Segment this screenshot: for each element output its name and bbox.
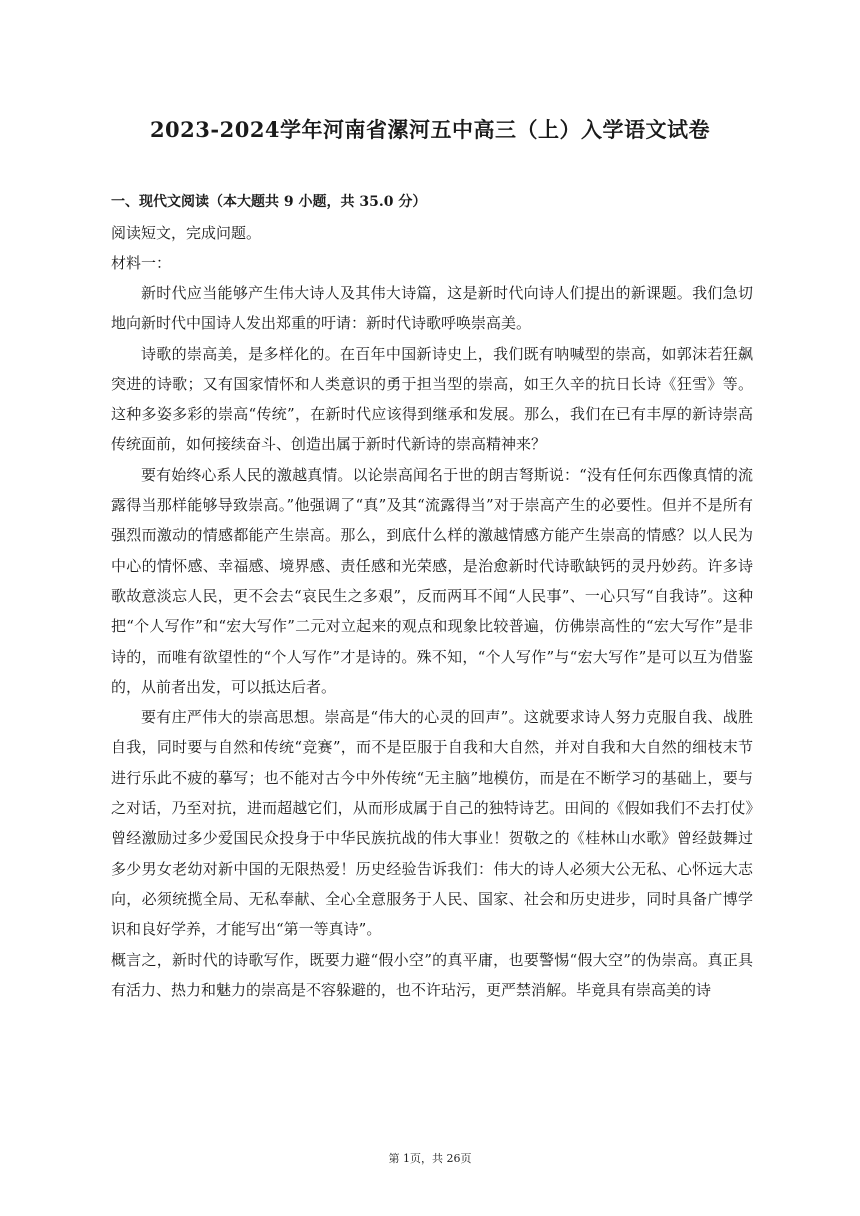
page-number: 第 1页，共 26页 <box>388 1152 472 1165</box>
paragraph: 诗歌的崇高美，是多样化的。在百年中国新诗史上，我们既有呐喊型的崇高，如郭沫若狂飙突进的诗歌；又有国家情怀和人类意识的勇于担当型的崇高，如王久辛的抗日长诗《狂雪》等。这种多姿多彩的崇高“传统”，在新时代应该得到继承和发展。那么，我们在已有丰厚的新诗崇高传统面前，如何接续奋斗、创造出属于新时代新诗的崇高精神来？ <box>111 344 753 454</box>
paragraph: 要有始终心系人民的激越真情。以论崇高闻名于世的朗吉弩斯说：“没有任何东西像真情的流露得当那样能够导致崇高。”他强调了“真”及其“流露得当”对于崇高产生的必要性。但并不是所有强烈而激动的情感都能产生崇高。那么，到底什么样的激越情感方能产生崇高的情感？以人民为中心的情怀感、幸福感、境界感、责任感和光荣感，是治愈新时代诗歌缺钙的灵丹妙药。许多诗歌故意淡忘人民，更不会去“哀民生之多艰”，反而两耳不闻“人民事”、一心只写“自我诗”。这种把“个人写作”和“宏大写作”二元对立起来的观点和现象比较普遍，仿佛崇高性的“宏大写作”是非诗的，而唯有欲望性的“个人写作”才是诗的。殊不知，“个人写作”与“宏大写作”是可以互为借鉴的，从前者出发，可以抵达后者。 <box>111 465 753 696</box>
material-label: 材料一： <box>111 254 172 272</box>
section-heading: 一、现代文阅读（本大题共 9 小题，共 35.0 分） <box>111 194 427 210</box>
reading-instruction: 阅读短文，完成问题。 <box>111 224 262 242</box>
document-body <box>111 188 753 1005</box>
document-title: 2023-2024学年河南省漯河五中高三（上）入学语文试卷 <box>149 117 711 142</box>
paragraph: 要有庄严伟大的崇高思想。崇高是“伟大的心灵的回声”。这就要求诗人努力克服自我、战胜自我，同时要与自然和传统“竞赛”，而不是臣服于自我和大自然，并对自我和大自然的细枝末节进行乐此不疲的摹写；也不能对古今中外传统“无主脑”地模仿，而是在不断学习的基础上，要与之对话，乃至对抗，进而超越它们，从而形成属于自己的独特诗艺。田间的《假如我们不去打仗》曾经激励过多少爱国民众投身于中华民族抗战的伟大事业！贺敬之的《桂林山水歌》曾经鼓舞过多少男女老幼对新中国的无限热爱！历史经验告诉我们：伟大的诗人必须大公无私、心怀远大志向，必须统揽全局、无私奉献、全心全意服务于人民、国家、社会和历史进步，同时具备广博学识和良好学养，才能写出“第一等真诗”。 <box>111 708 753 939</box>
closing-paragraph: 概言之，新时代的诗歌写作，既要力避“假小空”的真平庸，也要警惕“假大空”的伪崇高。真正具有活力、热力和魅力的崇高是不容躲避的，也不许玷污，更严禁消解。毕竟具有崇高美的诗 <box>111 950 753 999</box>
paragraph: 新时代应当能够产生伟大诗人及其伟大诗篇，这是新时代向诗人们提出的新课题。我们急切地向新时代中国诗人发出郑重的吁请：新时代诗歌呼唤崇高美。 <box>111 284 753 333</box>
